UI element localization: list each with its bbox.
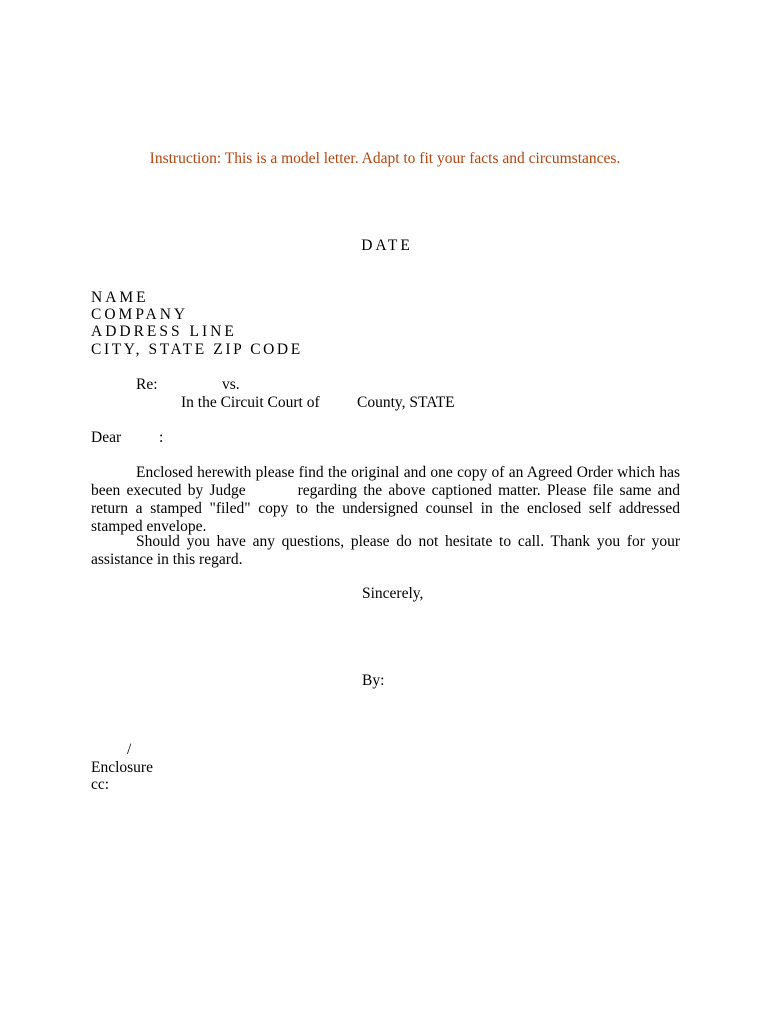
salutation-colon: :: [159, 429, 164, 446]
body-paragraph-1-end: regarding the above captioned matter. Please file same and return a stamped "filed" copy to the undersigned counsel in the enclosed self addressed stamped envelope.: [91, 482, 680, 535]
court-county-state: County, STATE: [357, 394, 455, 411]
recipient-name: NAME: [91, 289, 149, 306]
body-paragraph-1: [91, 464, 680, 536]
cc-note: cc:: [91, 776, 110, 793]
closing-sincerely: Sincerely,: [362, 585, 424, 602]
enclosure-note: Enclosure: [91, 759, 153, 776]
salutation-dear: Dear: [91, 429, 122, 446]
instruction-note: Instruction: This is a model letter. Adapt to fit your facts and circumstances.: [149, 150, 621, 167]
closing-by: By:: [362, 672, 385, 689]
re-vs: vs.: [222, 376, 240, 393]
initials-slash: /: [127, 741, 132, 758]
body-paragraph-2: Should you have any questions, please do not hesitate to call. Thank you for your assistance in this regard.: [91, 533, 680, 568]
court-prefix: In the Circuit Court of: [181, 394, 320, 411]
recipient-city-state-zip: CITY, STATE ZIP CODE: [91, 341, 303, 358]
body-paragraph-1-start: Enclosed herewith please find the original and one copy of an Agreed Order which has been executed by Judge: [91, 464, 680, 499]
recipient-company: COMPANY: [91, 306, 189, 323]
recipient-address: ADDRESS LINE: [91, 323, 237, 340]
date-line: DATE: [361, 237, 413, 254]
re-label: Re:: [136, 376, 158, 393]
